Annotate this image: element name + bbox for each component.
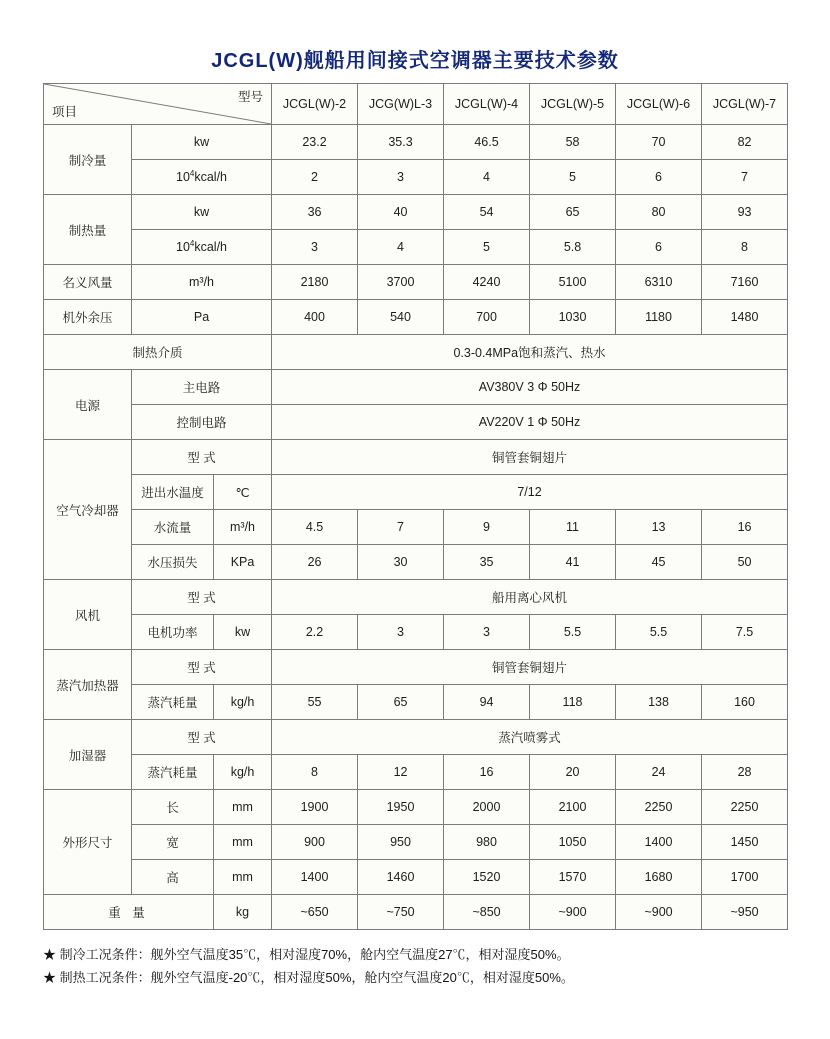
cell-value: ~950 bbox=[702, 895, 788, 930]
table-row bbox=[44, 370, 788, 405]
cell-value: 35 bbox=[444, 545, 530, 580]
row-unit: m³/h bbox=[214, 510, 272, 545]
cell-value: 5.5 bbox=[530, 615, 616, 650]
table-row bbox=[44, 790, 788, 825]
cell-value: 700 bbox=[444, 300, 530, 335]
model-header-3: JCGL(W)-4 bbox=[444, 84, 530, 125]
row-sub-water-pressure-loss: 水压损失 bbox=[132, 545, 214, 580]
cell-value: 70 bbox=[616, 125, 702, 160]
table-row bbox=[44, 545, 788, 580]
row-unit: kg/h bbox=[214, 685, 272, 720]
row-sub-width: 宽 bbox=[132, 825, 214, 860]
table-row bbox=[44, 650, 788, 685]
cell-value: 93 bbox=[702, 195, 788, 230]
row-group-heating-capacity: 制热量 bbox=[44, 195, 132, 265]
table-row bbox=[44, 300, 788, 335]
row-unit: kw bbox=[214, 615, 272, 650]
row-sub-type: 型 式 bbox=[132, 650, 272, 685]
table-row bbox=[44, 335, 788, 370]
cell-value: 28 bbox=[702, 755, 788, 790]
table-row bbox=[44, 125, 788, 160]
row-unit: mm bbox=[214, 825, 272, 860]
spec-table-wrapper bbox=[43, 83, 787, 930]
cell-value: 6 bbox=[616, 230, 702, 265]
cell-value: 980 bbox=[444, 825, 530, 860]
cell-value: 1520 bbox=[444, 860, 530, 895]
cell-value: 26 bbox=[272, 545, 358, 580]
cell-value: 36 bbox=[272, 195, 358, 230]
cell-value: 1950 bbox=[358, 790, 444, 825]
corner-col-label: 型号 bbox=[238, 90, 264, 104]
cell-value: 2100 bbox=[530, 790, 616, 825]
row-sub-type: 型 式 bbox=[132, 720, 272, 755]
row-group-weight: 重 量 bbox=[44, 895, 214, 930]
cell-value: 4 bbox=[358, 230, 444, 265]
cell-value: 65 bbox=[358, 685, 444, 720]
cell-value: ~850 bbox=[444, 895, 530, 930]
cell-value: 13 bbox=[616, 510, 702, 545]
row-unit: mm bbox=[214, 790, 272, 825]
row-sub-main-circuit: 主电路 bbox=[132, 370, 272, 405]
table-row bbox=[44, 440, 788, 475]
cell-value: ~750 bbox=[358, 895, 444, 930]
table-row bbox=[44, 895, 788, 930]
spec-table bbox=[43, 83, 788, 930]
cell-value: 1480 bbox=[702, 300, 788, 335]
cell-value: 118 bbox=[530, 685, 616, 720]
cell-value: 1900 bbox=[272, 790, 358, 825]
row-group-steam-heater: 蒸汽加热器 bbox=[44, 650, 132, 720]
cell-value: 20 bbox=[530, 755, 616, 790]
cell-value: 5 bbox=[444, 230, 530, 265]
row-sub-type: 型 式 bbox=[132, 440, 272, 475]
cell-value: 3700 bbox=[358, 265, 444, 300]
table-row bbox=[44, 265, 788, 300]
cell-value: 40 bbox=[358, 195, 444, 230]
cell-value: 5.5 bbox=[616, 615, 702, 650]
row-unit: KPa bbox=[214, 545, 272, 580]
table-row bbox=[44, 825, 788, 860]
page-title: JCGL(W)舰船用间接式空调器主要技术参数 bbox=[211, 50, 619, 72]
cell-value: 3 bbox=[358, 615, 444, 650]
cell-value: 2.2 bbox=[272, 615, 358, 650]
cell-value: 2000 bbox=[444, 790, 530, 825]
cell-value: 2250 bbox=[702, 790, 788, 825]
table-row bbox=[44, 230, 788, 265]
cell-value: 46.5 bbox=[444, 125, 530, 160]
cell-value: 8 bbox=[702, 230, 788, 265]
diagonal-divider-icon bbox=[44, 84, 271, 124]
cell-value: 58 bbox=[530, 125, 616, 160]
cell-value: 1450 bbox=[702, 825, 788, 860]
table-row bbox=[44, 510, 788, 545]
cell-value: 1400 bbox=[616, 825, 702, 860]
cell-value: 0.3-0.4MPa饱和蒸汽、热水 bbox=[272, 335, 788, 370]
row-group-nominal-airflow: 名义风量 bbox=[44, 265, 132, 300]
row-unit: kg bbox=[214, 895, 272, 930]
cell-value: 65 bbox=[530, 195, 616, 230]
cell-value: 2 bbox=[272, 160, 358, 195]
model-header-5: JCGL(W)-6 bbox=[616, 84, 702, 125]
model-header-2: JCG(W)L-3 bbox=[358, 84, 444, 125]
cell-value: 3 bbox=[444, 615, 530, 650]
cell-value: 1460 bbox=[358, 860, 444, 895]
table-row bbox=[44, 195, 788, 230]
footnote-heating-condition: ★ 制热工况条件：舰外空气温度-20℃，相对湿度50%，舱内空气温度20℃，相对湿度50%。 bbox=[43, 969, 574, 985]
row-unit: mm bbox=[214, 860, 272, 895]
row-sub-unit: $10^4kcal/h$ bbox=[132, 230, 272, 265]
row-group-air-cooler: 空气冷却器 bbox=[44, 440, 132, 580]
cell-value: 45 bbox=[616, 545, 702, 580]
footnote-cooling-condition: ★ 制冷工况条件：舰外空气温度35℃，相对湿度70%，舱内空气温度27℃，相对湿度50%。 bbox=[43, 947, 570, 962]
table-row bbox=[44, 580, 788, 615]
cell-value: 540 bbox=[358, 300, 444, 335]
row-unit: ℃ bbox=[214, 475, 272, 510]
cell-value: 94 bbox=[444, 685, 530, 720]
cell-value: 1050 bbox=[530, 825, 616, 860]
cell-value: 2180 bbox=[272, 265, 358, 300]
cell-value: 55 bbox=[272, 685, 358, 720]
row-sub-unit: m³/h bbox=[132, 265, 272, 300]
cell-value: 9 bbox=[444, 510, 530, 545]
row-unit: kg/h bbox=[214, 755, 272, 790]
row-sub-steam-consumption: 蒸汽耗量 bbox=[132, 755, 214, 790]
cell-value: 7.5 bbox=[702, 615, 788, 650]
cell-value: 41 bbox=[530, 545, 616, 580]
cell-value: 16 bbox=[444, 755, 530, 790]
row-group-dimensions: 外形尺寸 bbox=[44, 790, 132, 895]
cell-value: 900 bbox=[272, 825, 358, 860]
cell-value: 54 bbox=[444, 195, 530, 230]
cell-value: 1680 bbox=[616, 860, 702, 895]
cell-value: 蒸汽喷雾式 bbox=[272, 720, 788, 755]
cell-value: ~900 bbox=[530, 895, 616, 930]
cell-value: 4.5 bbox=[272, 510, 358, 545]
cell-value: 2250 bbox=[616, 790, 702, 825]
cell-value: 7/12 bbox=[272, 475, 788, 510]
cell-value: AV380V 3 Φ 50Hz bbox=[272, 370, 788, 405]
cell-value: 7 bbox=[358, 510, 444, 545]
cell-value: 12 bbox=[358, 755, 444, 790]
cell-value: 3 bbox=[272, 230, 358, 265]
row-group-heating-medium: 制热介质 bbox=[44, 335, 272, 370]
cell-value: 6 bbox=[616, 160, 702, 195]
cell-value: 1700 bbox=[702, 860, 788, 895]
cell-value: 4240 bbox=[444, 265, 530, 300]
row-sub-control-circuit: 控制电路 bbox=[132, 405, 272, 440]
cell-value: 16 bbox=[702, 510, 788, 545]
row-sub-water-temp: 进出水温度 bbox=[132, 475, 214, 510]
cell-value: 5.8 bbox=[530, 230, 616, 265]
model-header-1: JCGL(W)-2 bbox=[272, 84, 358, 125]
row-group-external-static-pressure: 机外余压 bbox=[44, 300, 132, 335]
row-sub-motor-power: 电机功率 bbox=[132, 615, 214, 650]
table-row bbox=[44, 405, 788, 440]
model-header-4: JCGL(W)-5 bbox=[530, 84, 616, 125]
row-sub-length: 长 bbox=[132, 790, 214, 825]
cell-value: 铜管套铜翅片 bbox=[272, 650, 788, 685]
table-row bbox=[44, 615, 788, 650]
row-sub-height: 高 bbox=[132, 860, 214, 895]
row-sub-unit: $10^4kcal/h$ bbox=[132, 160, 272, 195]
table-row bbox=[44, 755, 788, 790]
cell-value: ~650 bbox=[272, 895, 358, 930]
cell-value: 50 bbox=[702, 545, 788, 580]
table-row bbox=[44, 720, 788, 755]
cell-value: 4 bbox=[444, 160, 530, 195]
corner-header-cell bbox=[44, 84, 272, 125]
cell-value: 160 bbox=[702, 685, 788, 720]
cell-value: 5 bbox=[530, 160, 616, 195]
model-header-6: JCGL(W)-7 bbox=[702, 84, 788, 125]
cell-value: 3 bbox=[358, 160, 444, 195]
cell-value: 138 bbox=[616, 685, 702, 720]
row-sub-unit: Pa bbox=[132, 300, 272, 335]
row-sub-type: 型 式 bbox=[132, 580, 272, 615]
cell-value: 1180 bbox=[616, 300, 702, 335]
cell-value: 船用离心风机 bbox=[272, 580, 788, 615]
row-group-cooling-capacity: 制冷量 bbox=[44, 125, 132, 195]
cell-value: 5100 bbox=[530, 265, 616, 300]
cell-value: 7 bbox=[702, 160, 788, 195]
cell-value: 950 bbox=[358, 825, 444, 860]
table-header-row bbox=[44, 84, 788, 125]
cell-value: 11 bbox=[530, 510, 616, 545]
cell-value: 6310 bbox=[616, 265, 702, 300]
cell-value: AV220V 1 Φ 50Hz bbox=[272, 405, 788, 440]
cell-value: 1570 bbox=[530, 860, 616, 895]
row-sub-unit: kw bbox=[132, 195, 272, 230]
cell-value: ~900 bbox=[616, 895, 702, 930]
cell-value: 82 bbox=[702, 125, 788, 160]
row-sub-steam-consumption: 蒸汽耗量 bbox=[132, 685, 214, 720]
footnotes bbox=[43, 944, 787, 990]
cell-value: 1400 bbox=[272, 860, 358, 895]
cell-value: 铜管套铜翅片 bbox=[272, 440, 788, 475]
table-row bbox=[44, 685, 788, 720]
cell-value: 24 bbox=[616, 755, 702, 790]
cell-value: 400 bbox=[272, 300, 358, 335]
row-group-power-supply: 电源 bbox=[44, 370, 132, 440]
row-sub-unit: kw bbox=[132, 125, 272, 160]
row-group-fan: 风机 bbox=[44, 580, 132, 650]
cell-value: 1030 bbox=[530, 300, 616, 335]
table-row bbox=[44, 860, 788, 895]
corner-row-label: 项目 bbox=[52, 105, 78, 119]
cell-value: 23.2 bbox=[272, 125, 358, 160]
table-row bbox=[44, 475, 788, 510]
cell-value: 30 bbox=[358, 545, 444, 580]
row-group-humidifier: 加湿器 bbox=[44, 720, 132, 790]
row-sub-water-flow: 水流量 bbox=[132, 510, 214, 545]
cell-value: 8 bbox=[272, 755, 358, 790]
cell-value: 35.3 bbox=[358, 125, 444, 160]
table-row bbox=[44, 160, 788, 195]
cell-value: 7160 bbox=[702, 265, 788, 300]
cell-value: 80 bbox=[616, 195, 702, 230]
